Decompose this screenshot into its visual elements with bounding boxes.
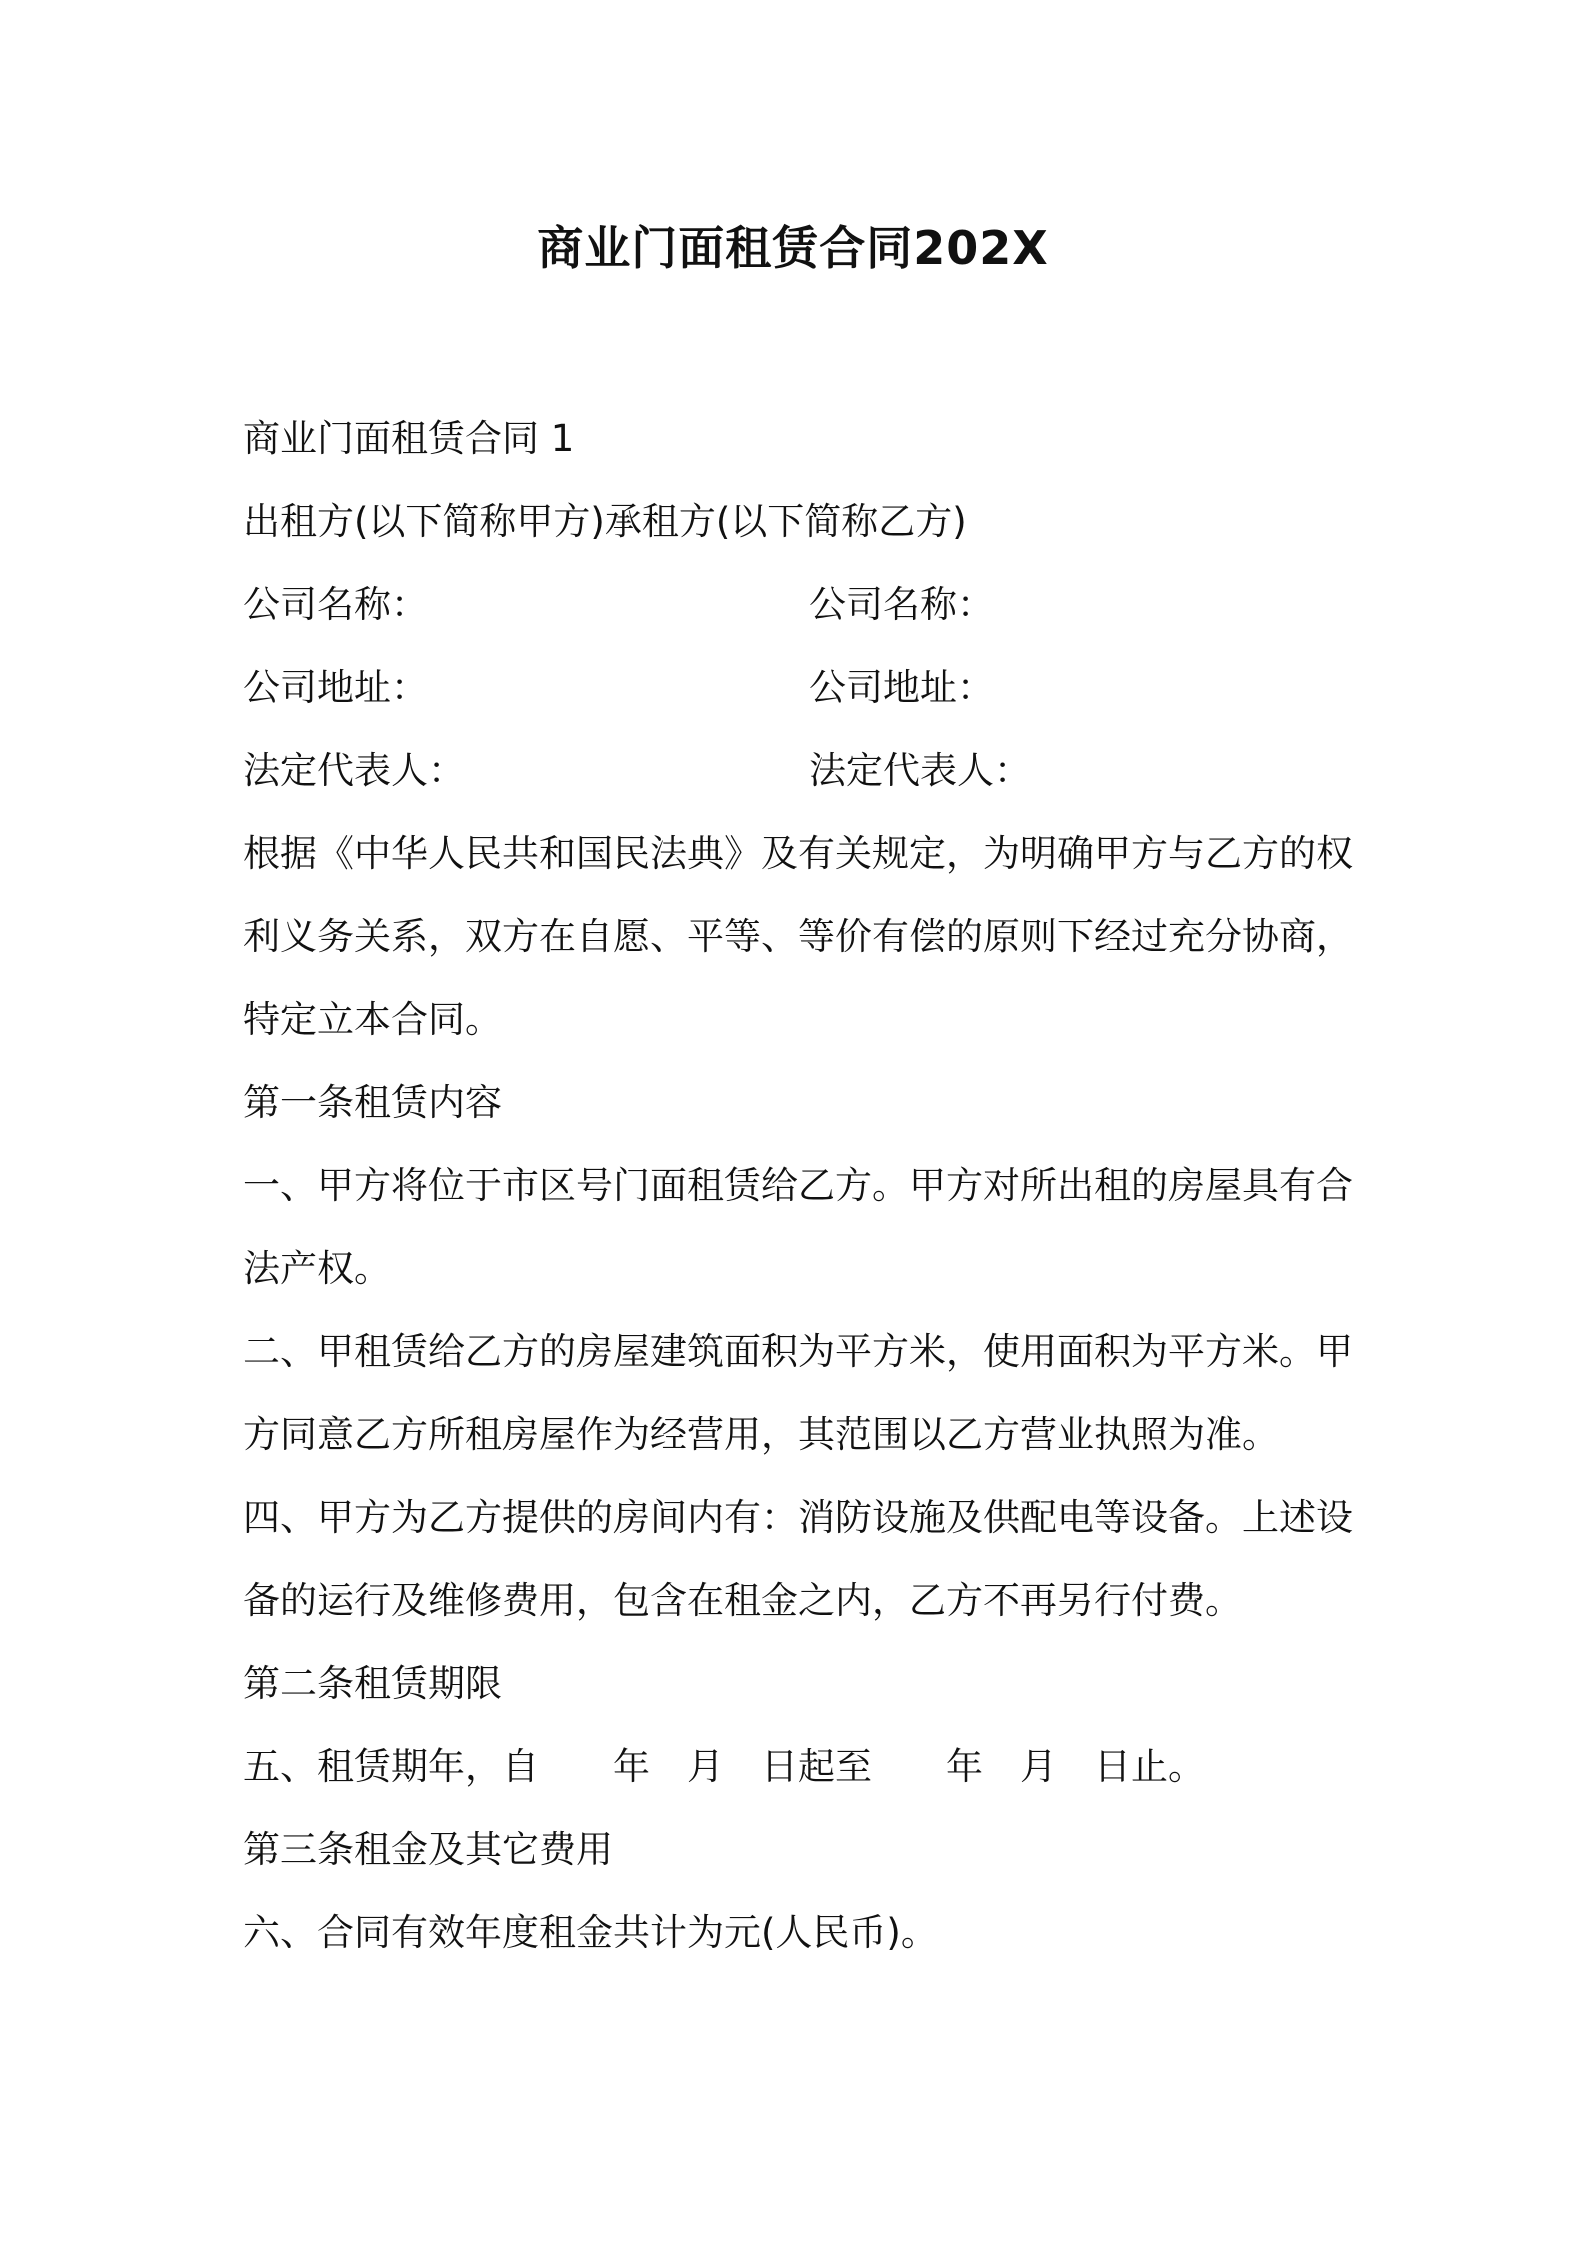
preamble-line-1: 根据《中华人民共和国民法典》及有关规定，为明确甲方与乙方的权 bbox=[243, 832, 1353, 875]
lessor-company-address-label: 公司地址： bbox=[243, 666, 428, 709]
clause-4-line-2: 备的运行及维修费用，包含在租金之内，乙方不再另行付费。 bbox=[243, 1579, 1242, 1622]
clause-1-line-2: 法产权。 bbox=[243, 1247, 391, 1290]
article-2-heading: 第二条租赁期限 bbox=[243, 1662, 502, 1705]
lessee-company-name-label: 公司名称： bbox=[809, 583, 994, 626]
parties-line: 出租方(以下简称甲方)承租方(以下简称乙方) bbox=[243, 500, 967, 543]
clause-4-line-1: 四、甲方为乙方提供的房间内有：消防设施及供配电等设备。上述设 bbox=[243, 1496, 1353, 1539]
lessee-company-address-label: 公司地址： bbox=[809, 666, 994, 709]
preamble-line-3: 特定立本合同。 bbox=[243, 998, 502, 1041]
preamble-line-2: 利义务关系，双方在自愿、平等、等价有偿的原则下经过充分协商， bbox=[243, 915, 1353, 958]
clause-5-lease-term: 五、租赁期年，自 年 月 日起至 年 月 日止。 bbox=[243, 1745, 1205, 1788]
clause-6-annual-rent: 六、合同有效年度租金共计为元(人民币)。 bbox=[243, 1911, 938, 1954]
article-3-heading: 第三条租金及其它费用 bbox=[243, 1828, 613, 1871]
lessee-legal-representative-label: 法定代表人： bbox=[809, 749, 1031, 792]
contract-subtitle: 商业门面租赁合同 1 bbox=[243, 417, 575, 460]
clause-2-line-2: 方同意乙方所租房屋作为经营用，其范围以乙方营业执照为准。 bbox=[243, 1413, 1279, 1456]
lessor-legal-representative-label: 法定代表人： bbox=[243, 749, 465, 792]
lessor-company-name-label: 公司名称： bbox=[243, 583, 428, 626]
clause-2-line-1: 二、甲租赁给乙方的房屋建筑面积为平方米，使用面积为平方米。甲 bbox=[243, 1330, 1353, 1373]
article-1-heading: 第一条租赁内容 bbox=[243, 1081, 502, 1124]
document-title: 商业门面租赁合同202X bbox=[537, 221, 1049, 275]
clause-1-line-1: 一、甲方将位于市区号门面租赁给乙方。甲方对所出租的房屋具有合 bbox=[243, 1164, 1353, 1207]
